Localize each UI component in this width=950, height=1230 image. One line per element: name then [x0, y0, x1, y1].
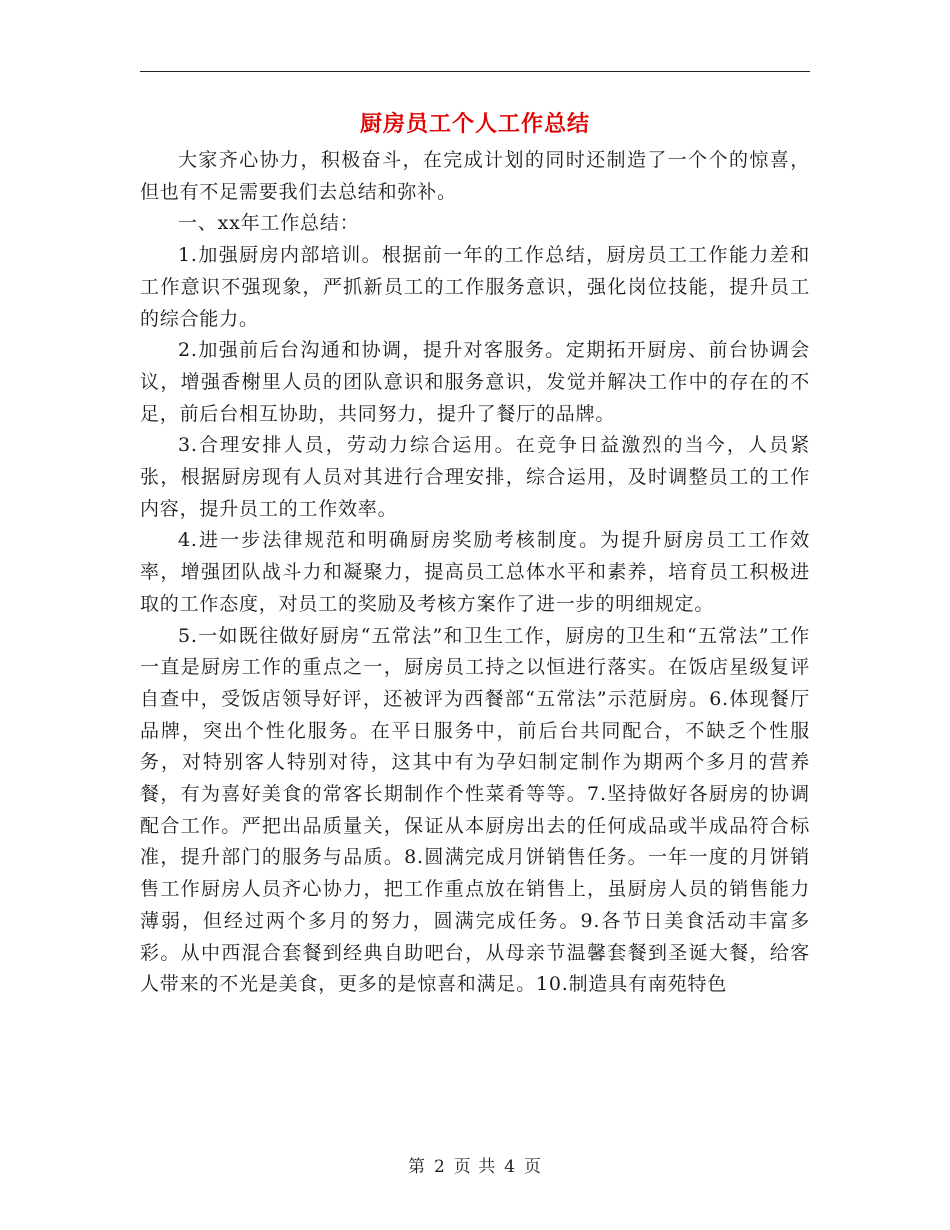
document-body	[140, 145, 810, 1001]
paragraph-item-2: 2.加强前后台沟通和协调，提升对客服务。定期拓开厨房、前台协调会议，增强香榭里人员的团队意识和服务意识，发觉并解决工作中的存在的不足，前后台相互协助，共同努力，提升了餐厅的品牌。	[140, 339, 810, 425]
paragraph-item-3: 3.合理安排人员，劳动力综合运用。在竞争日益激烈的当今，人员紧张，根据厨房现有人员对其进行合理安排，综合运用，及时调整员工的工作内容，提升员工的工作效率。	[140, 434, 810, 520]
header-rule	[140, 71, 810, 72]
footer-total-pages: 4	[504, 1157, 517, 1177]
paragraph-item-1: 1.加强厨房内部培训。根据前一年的工作总结，厨房员工工作能力差和工作意识不强现象，严抓新员工的工作服务意识，强化岗位技能，提升员工的综合能力。	[140, 244, 810, 330]
footer-prefix: 第	[407, 1157, 426, 1177]
paragraph-intro: 大家齐心协力，积极奋斗，在完成计划的同时还制造了一个个的惊喜，但也有不足需要我们去总结和弥补。	[140, 149, 810, 203]
paragraph-item-4: 4.进一步法律规范和明确厨房奖励考核制度。为提升厨房员工工作效率，增强团队战斗力和凝聚力，提高员工总体水平和素养，培育员工积极进取的工作态度，对员工的奖励及考核方案作了进一步的明细规定。	[140, 529, 810, 615]
paragraph-item-5-to-10: 5.一如既往做好厨房“五常法”和卫生工作，厨房的卫生和“五常法”工作一直是厨房工作的重点之一，厨房员工持之以恒进行落实。在饭店星级复评自查中，受饭店领导好评，还被评为西餐部“五常法”示范厨房。6.体现餐厅品牌，突出个性化服务。在平日服务中，前后台共同配合，不缺乏个性服务，对特别客人特别对待，这其中有为孕妇制定制作为期两个多月的营养餐，有为喜好美食的常客长期制作个性菜肴等等。7.坚持做好各厨房的协调配合工作。严把出品质量关，保证从本厨房出去的任何成品或半成品符合标准，提升部门的服务与品质。8.圆满完成月饼销售任务。一年一度的月饼销售工作厨房人员齐心协力，把工作重点放在销售上，虽厨房人员的销售能力薄弱，但经过两个多月的努力，圆满完成任务。9.各节日美食活动丰富多彩。从中西混合套餐到经典自助吧台，从母亲节温馨套餐到圣诞大餐，给客人带来的不光是美食，更多的是惊喜和满足。10.制造具有南苑特色	[140, 624, 810, 996]
document-title: 厨房员工个人工作总结	[359, 111, 590, 137]
footer-suffix: 页	[524, 1157, 543, 1177]
page-footer	[0, 1152, 950, 1177]
footer-page-number: 2	[433, 1157, 446, 1177]
footer-middle: 页 共	[453, 1157, 497, 1177]
paragraph-section-heading: 一、xx年工作总结：	[178, 212, 360, 235]
